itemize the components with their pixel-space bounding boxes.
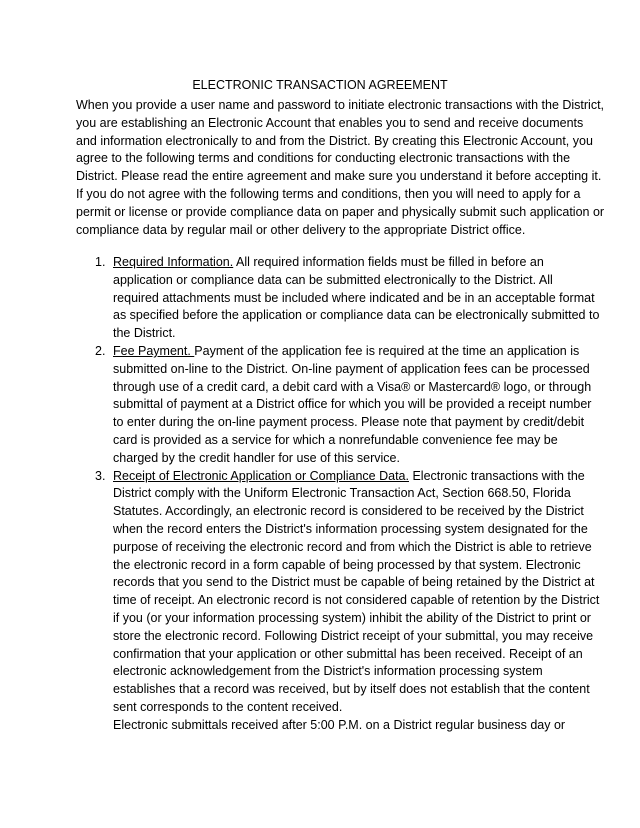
list-item xyxy=(76,343,599,468)
intro-line: you are establishing an Electronic Account that enables you to send and receive documents xyxy=(76,115,584,130)
intro-line: If you do not agree with the following terms and conditions, then you will need to apply for a xyxy=(76,186,581,201)
item-line: store the electronic record. Following District receipt of your submittal, you may receive xyxy=(113,628,594,643)
item-heading: Fee Payment. xyxy=(113,343,195,358)
item-line: as specified before the application or compliance data can be electronically submitted to xyxy=(113,308,600,323)
item-first-line xyxy=(113,343,599,361)
item-line: through use of a credit card, a debit card with a Visa® or Mastercard® logo, or through xyxy=(113,379,592,394)
item-line: application or compliance data can be submitted electronically to the District. All xyxy=(113,272,553,287)
intro-line: District. Please read the entire agreement and make sure you understand it before accepting it. xyxy=(76,169,602,184)
intro-paragraph xyxy=(76,97,604,239)
item-line: if you (or your information processing system) inhibit the ability of the District to print or xyxy=(113,610,591,625)
item-heading: Required Information. xyxy=(113,255,234,269)
item-line: electronic acknowledgement from the District's information processing system xyxy=(113,664,543,679)
item-line: District comply with the Uniform Electronic Transaction Act, Section 668.50, Florida xyxy=(113,486,571,501)
item-text: Payment of the application fee is required at the time an application is xyxy=(194,343,580,358)
item-line: when the record enters the District's information processing system designated for the xyxy=(113,521,588,536)
intro-line: and information electronically to and from the District. By creating this Electronic Account, you xyxy=(76,133,593,148)
intro-line: compliance data by regular mail or other delivery to the appropriate District office. xyxy=(76,222,526,237)
item-number: 3. xyxy=(95,468,106,483)
item-line: sent corresponds to the content received. xyxy=(113,699,343,714)
item-first-line xyxy=(113,254,599,272)
item-line: submittal of payment at a District office for which you will be provided a receipt number xyxy=(113,397,592,412)
item-line: purpose of receiving the electronic record and from which the District is able to retrieve xyxy=(113,539,592,554)
item-line: card is provided as a service for which a nonrefundable convenience fee may be xyxy=(113,432,558,447)
intro-line: When you provide a user name and password to initiate electronic transactions with the District, xyxy=(76,98,605,112)
item-line: submitted on-line to the District. On-line payment of application fees can be processed xyxy=(113,361,590,376)
item-line: establishes that a record was received, but by itself does not establish that the content xyxy=(113,682,590,697)
terms-list xyxy=(76,254,599,735)
item-first-line xyxy=(113,468,599,486)
item-line: required attachments must be included where indicated and be in an acceptable format xyxy=(113,290,595,305)
item-line: charged by the credit handler for use of this service. xyxy=(113,450,400,465)
item-line: Statutes. Accordingly, an electronic record is considered to be received by the District xyxy=(113,504,584,519)
item-text: All required information fields must be filled in before an xyxy=(233,255,544,269)
intro-line: agree to the following terms and conditions for conducting electronic transactions with the xyxy=(76,151,571,166)
item-line: confirmation that your application or other submittal has been received. Receipt of an xyxy=(113,646,583,661)
intro-line: permit or license or provide compliance data on paper and physically submit such application or xyxy=(76,204,605,219)
item-line: to enter during the on-line payment process. Please note that payment by credit/debit xyxy=(113,415,585,430)
item-number: 1. xyxy=(95,255,106,269)
item-line: the electronic record in a form capable of being processed by that system. Electronic xyxy=(113,557,581,572)
document-title: ELECTRONIC TRANSACTION AGREEMENT xyxy=(192,78,448,92)
item-line: the District. xyxy=(113,326,176,341)
item-number: 2. xyxy=(95,343,106,358)
list-item xyxy=(76,468,599,735)
item-heading: Receipt of Electronic Application or Compliance Data. xyxy=(113,468,409,483)
item-line: records that you send to the District must be capable of being retained by the District at xyxy=(113,575,595,590)
item-line: time of receipt. An electronic record is not considered capable of retention by the District xyxy=(113,593,600,608)
list-item xyxy=(76,254,599,343)
item-text: Electronic transactions with the xyxy=(408,468,585,483)
item-continuation-line: Electronic submittals received after 5:00 P.M. on a District regular business day or xyxy=(113,717,566,732)
